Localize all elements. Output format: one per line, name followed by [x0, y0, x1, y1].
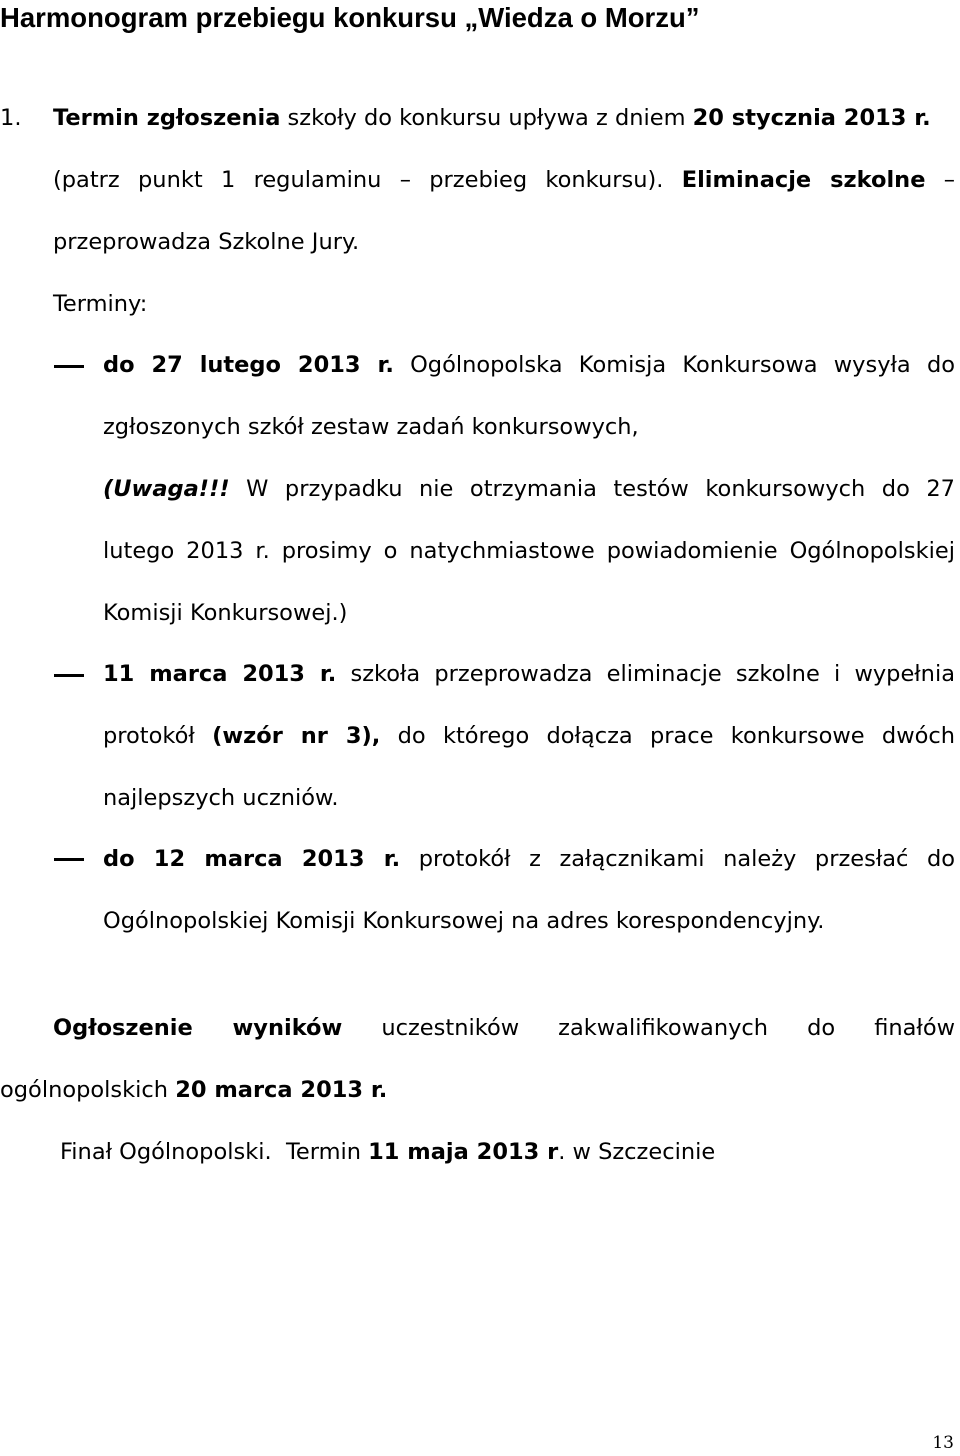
body-text: . w Szczecinie: [558, 1139, 716, 1165]
body-text: Ogólnopolska Komisja Konkursowa wysyła do: [393, 352, 955, 378]
bold-text: do 12 marca 2013 r.: [103, 846, 401, 872]
paragraph-line: [53, 102, 931, 134]
body-text: protokół z załącznikami należy przesłać do: [400, 846, 955, 872]
body-text: (patrz punkt 1 regulaminu – przebieg konkursu).: [53, 167, 682, 193]
body-text: Finał Ogólnopolski. Termin: [60, 1139, 369, 1165]
body-text: szkoła przeprowadza eliminacje szkolne i wypełnia: [336, 661, 955, 687]
bold-text: Termin zgłoszenia: [53, 105, 281, 131]
bold-text: 20 stycznia 2013 r.: [692, 105, 931, 131]
bold-text: 11 marca 2013 r.: [103, 661, 337, 687]
paragraph-line: najlepszych uczniów.: [103, 785, 339, 811]
dash-bullet: [54, 365, 84, 368]
paragraph-line: [53, 164, 955, 196]
paragraph-line: przeprowadza Szkolne Jury.: [53, 229, 360, 255]
paragraph-line: [103, 720, 955, 752]
bold-text: do 27 lutego 2013 r.: [103, 352, 394, 378]
body-text: W przypadku nie otrzymania testów konkursowych do 27: [229, 476, 955, 502]
body-text: uczestników zakwalifikowanych do finałów: [342, 1015, 955, 1041]
paragraph-line: [103, 473, 955, 505]
bold-text: (wzór nr 3),: [212, 723, 381, 749]
paragraph-line: zgłoszonych szkół zestaw zadań konkursowych,: [103, 414, 639, 440]
bold-text: 20 marca 2013 r.: [175, 1077, 388, 1103]
paragraph-line: [103, 843, 955, 875]
body-text: szkoły do konkursu upływa z dniem: [280, 105, 693, 131]
paragraph-line: [103, 658, 955, 690]
paragraph-line: [103, 349, 955, 381]
bold-text: Eliminacje szkolne: [681, 167, 926, 193]
paragraph-line: [0, 1074, 387, 1106]
paragraph-line: Komisji Konkursowej.): [103, 600, 348, 626]
body-text: –: [925, 167, 955, 193]
dash-bullet: [54, 674, 84, 677]
paragraph-line: Ogólnopolskiej Komisji Konkursowej na adres korespondencyjny.: [103, 908, 825, 934]
body-text: ogólnopolskich: [0, 1077, 176, 1103]
body-text: protokół: [103, 723, 213, 749]
bold-italic-text: (Uwaga!!!: [103, 476, 230, 502]
body-text: do którego dołącza prace konkursowe dwóch: [380, 723, 955, 749]
dash-bullet: [54, 858, 84, 861]
paragraph-line: [53, 1012, 955, 1044]
list-number: 1.: [0, 105, 22, 131]
paragraph-line: [60, 1136, 715, 1168]
paragraph-line: lutego 2013 r. prosimy o natychmiastowe powiadomienie Ogólnopolskiej: [103, 538, 955, 564]
page-number: 13: [932, 1433, 954, 1453]
bold-text: Ogłoszenie wyników: [53, 1015, 343, 1041]
page-title: Harmonogram przebiegu konkursu „Wiedza o Morzu”: [0, 2, 700, 33]
bold-text: 11 maja 2013 r: [368, 1139, 559, 1165]
terms-label: Terminy:: [53, 291, 148, 317]
